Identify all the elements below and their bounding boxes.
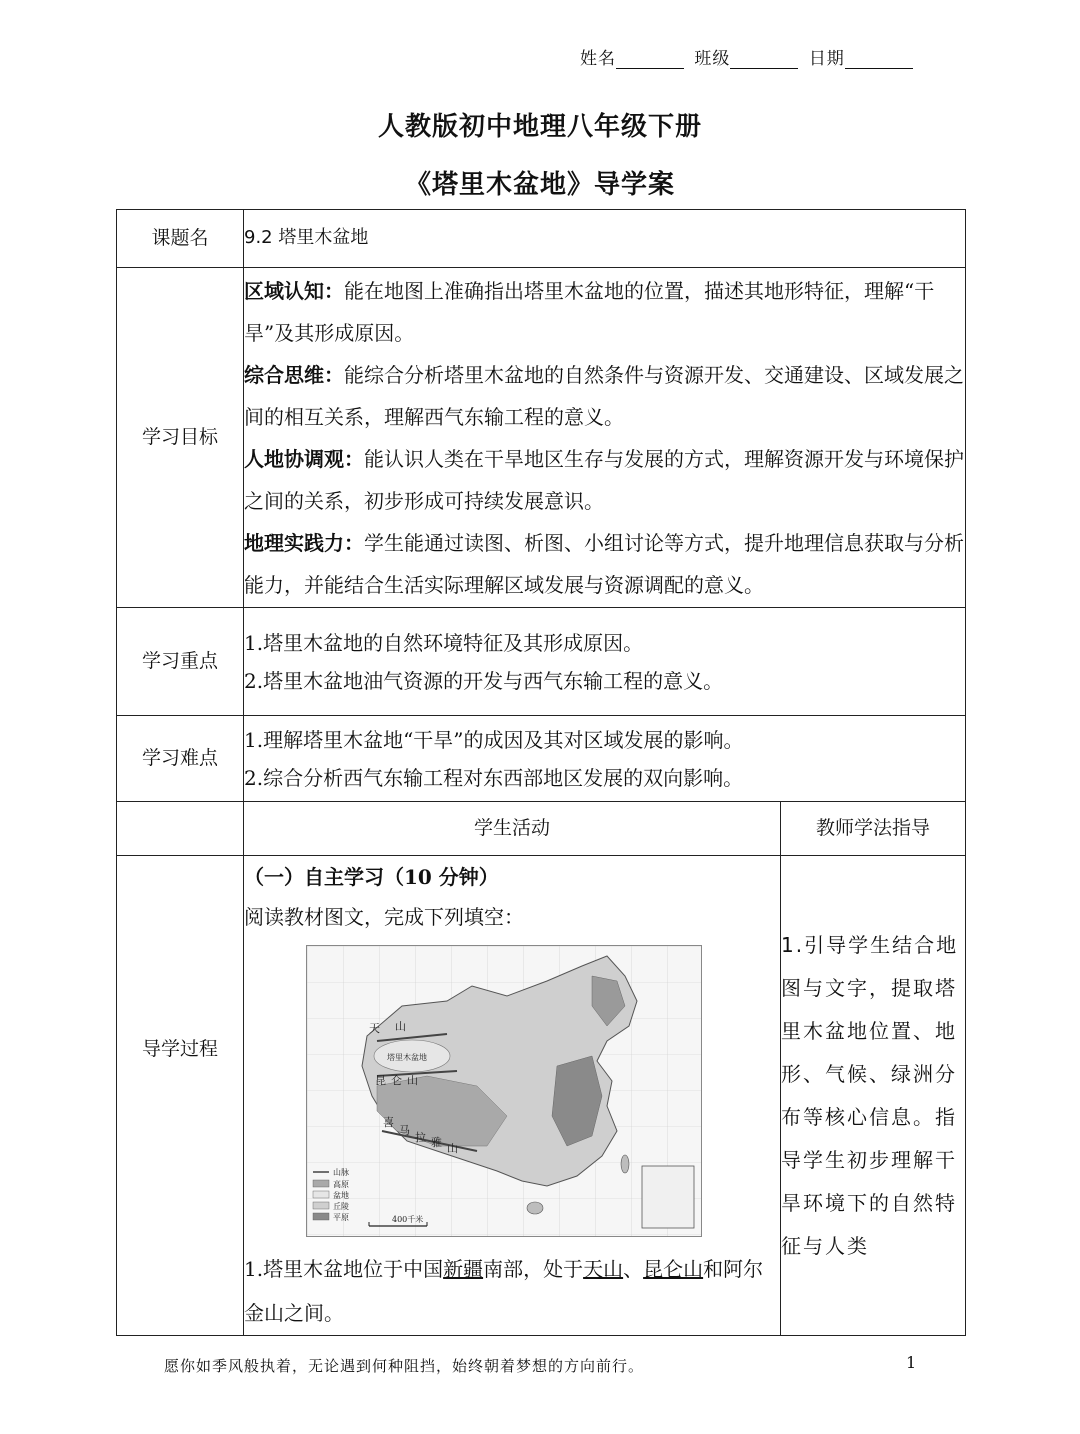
- document-subtitle: 《塔里木盆地》导学案: [404, 170, 675, 200]
- question-text: 南部，处于: [483, 1256, 584, 1281]
- map-label: 仑: [391, 1073, 402, 1087]
- key-points-content: [244, 608, 966, 716]
- map-label: 山: [407, 1073, 418, 1087]
- goal-key: 人地协调观：: [244, 446, 364, 471]
- legend-label: 高原: [333, 1179, 349, 1189]
- teacher-guide-cell: [781, 856, 966, 1336]
- key-points-row: [117, 608, 966, 716]
- header-fields: [580, 44, 920, 69]
- china-terrain-map: [306, 945, 702, 1237]
- teacher-guide-text: 1.引导学生结合地图与文字，提取塔里木盆地位置、地形、气候、绿洲分布等核心信息。指导学生初步理解干旱环境下的自然特征与人类: [781, 932, 959, 1258]
- goal-key: 综合思维：: [244, 362, 344, 387]
- map-label: 山: [447, 1141, 458, 1155]
- page-number: 1: [906, 1353, 917, 1372]
- goal-item: [244, 270, 965, 354]
- topic-row: [117, 210, 966, 268]
- name-label: 姓名: [580, 49, 616, 69]
- answer-blank: 新疆: [443, 1256, 484, 1281]
- read-instruction: 阅读教材图文，完成下列填空：: [244, 904, 524, 929]
- map-label: 马: [399, 1123, 410, 1137]
- class-blank[interactable]: [730, 50, 798, 69]
- date-blank[interactable]: [845, 50, 913, 69]
- goal-text: 能认识人类在干旱地区生存与发展的方式，理解资源开发与环境保护之间的关系，初步形成可持续发展意识。: [244, 446, 964, 513]
- goals-row: [117, 268, 966, 608]
- goals-label: 学习目标: [117, 268, 244, 608]
- student-activity-header: 学生活动: [244, 802, 781, 856]
- map-label: 雅: [431, 1135, 442, 1149]
- goal-text: 能综合分析塔里木盆地的自然条件与资源开发、交通建设、区域发展之间的相互关系，理解西气东输工程的意义。: [244, 362, 964, 429]
- goal-item: [244, 354, 965, 438]
- question-text: 和阿尔金山之间。: [244, 1256, 764, 1325]
- terrain-map-graphic: [307, 946, 701, 1236]
- empty-header-cell: [117, 802, 244, 856]
- name-blank[interactable]: [616, 50, 684, 69]
- map-label: 塔里木盆地: [387, 1052, 427, 1062]
- difficulty-item: 1.理解塔里木盆地“干旱”的成因及其对区域发展的影响。: [244, 727, 744, 752]
- study-guide-table: [116, 209, 966, 1336]
- goals-content: [244, 268, 966, 608]
- map-label: 昆: [375, 1073, 386, 1087]
- legend-label: 山脉: [333, 1167, 349, 1177]
- difficulty-item: 2.综合分析西气东输工程对东西部地区发展的双向影响。: [244, 765, 744, 790]
- goal-item: [244, 522, 965, 606]
- goal-text: 学生能通过读图、析图、小组讨论等方式，提升地理信息获取与分析能力，并能结合生活实际理解区域发展与资源调配的意义。: [244, 530, 964, 597]
- question-text: 1.塔里木盆地位于中国: [244, 1256, 444, 1281]
- teacher-guide-header: 教师学法指导: [781, 802, 966, 856]
- goal-text: 能在地图上准确指出塔里木盆地的位置，描述其地形特征，理解“干旱”及其形成原因。: [244, 278, 935, 345]
- key-points-label: 学习重点: [117, 608, 244, 716]
- section-title-text: （一）自主学习（10 分钟）: [244, 864, 499, 889]
- map-label: 天: [369, 1021, 380, 1035]
- document-title: 人教版初中地理八年级下册: [377, 112, 702, 142]
- student-activity-cell: [244, 856, 781, 1336]
- fill-in-question: [244, 1247, 780, 1335]
- answer-blank: 天山: [583, 1256, 624, 1281]
- scale-label: 400千米: [392, 1214, 424, 1224]
- class-label: 班级: [694, 49, 731, 69]
- topic-label: 课题名: [117, 210, 244, 268]
- difficulties-content: [244, 716, 966, 802]
- legend-label: 丘陵: [333, 1201, 349, 1211]
- footer-motto: 愿你如季风般执着，无论遇到何种阻挡，始终朝着梦想的方向前行。: [164, 1357, 645, 1375]
- goal-key: 地理实践力：: [244, 530, 364, 555]
- legend-label: 平原: [333, 1212, 349, 1222]
- difficulties-label: 学习难点: [117, 716, 244, 802]
- map-label: 拉: [415, 1130, 426, 1144]
- map-label: 喜: [383, 1115, 394, 1129]
- date-label: 日期: [808, 49, 845, 69]
- map-label: 山: [395, 1019, 406, 1033]
- question-text: 、: [623, 1256, 644, 1281]
- process-row: [117, 856, 966, 1336]
- goal-key: 区域认知：: [244, 278, 344, 303]
- column-header-row: [117, 802, 966, 856]
- key-point: 2.塔里木盆地油气资源的开发与西气东输工程的意义。: [244, 668, 724, 693]
- process-label: 导学过程: [117, 856, 244, 1336]
- legend-label: 盆地: [333, 1190, 349, 1200]
- topic-value: 9.2 塔里木盆地: [244, 210, 966, 268]
- goal-item: [244, 438, 965, 522]
- difficulties-row: [117, 716, 966, 802]
- answer-blank: 昆仑山: [643, 1256, 704, 1281]
- section-title: [244, 857, 780, 897]
- key-point: 1.塔里木盆地的自然环境特征及其形成原因。: [244, 630, 644, 655]
